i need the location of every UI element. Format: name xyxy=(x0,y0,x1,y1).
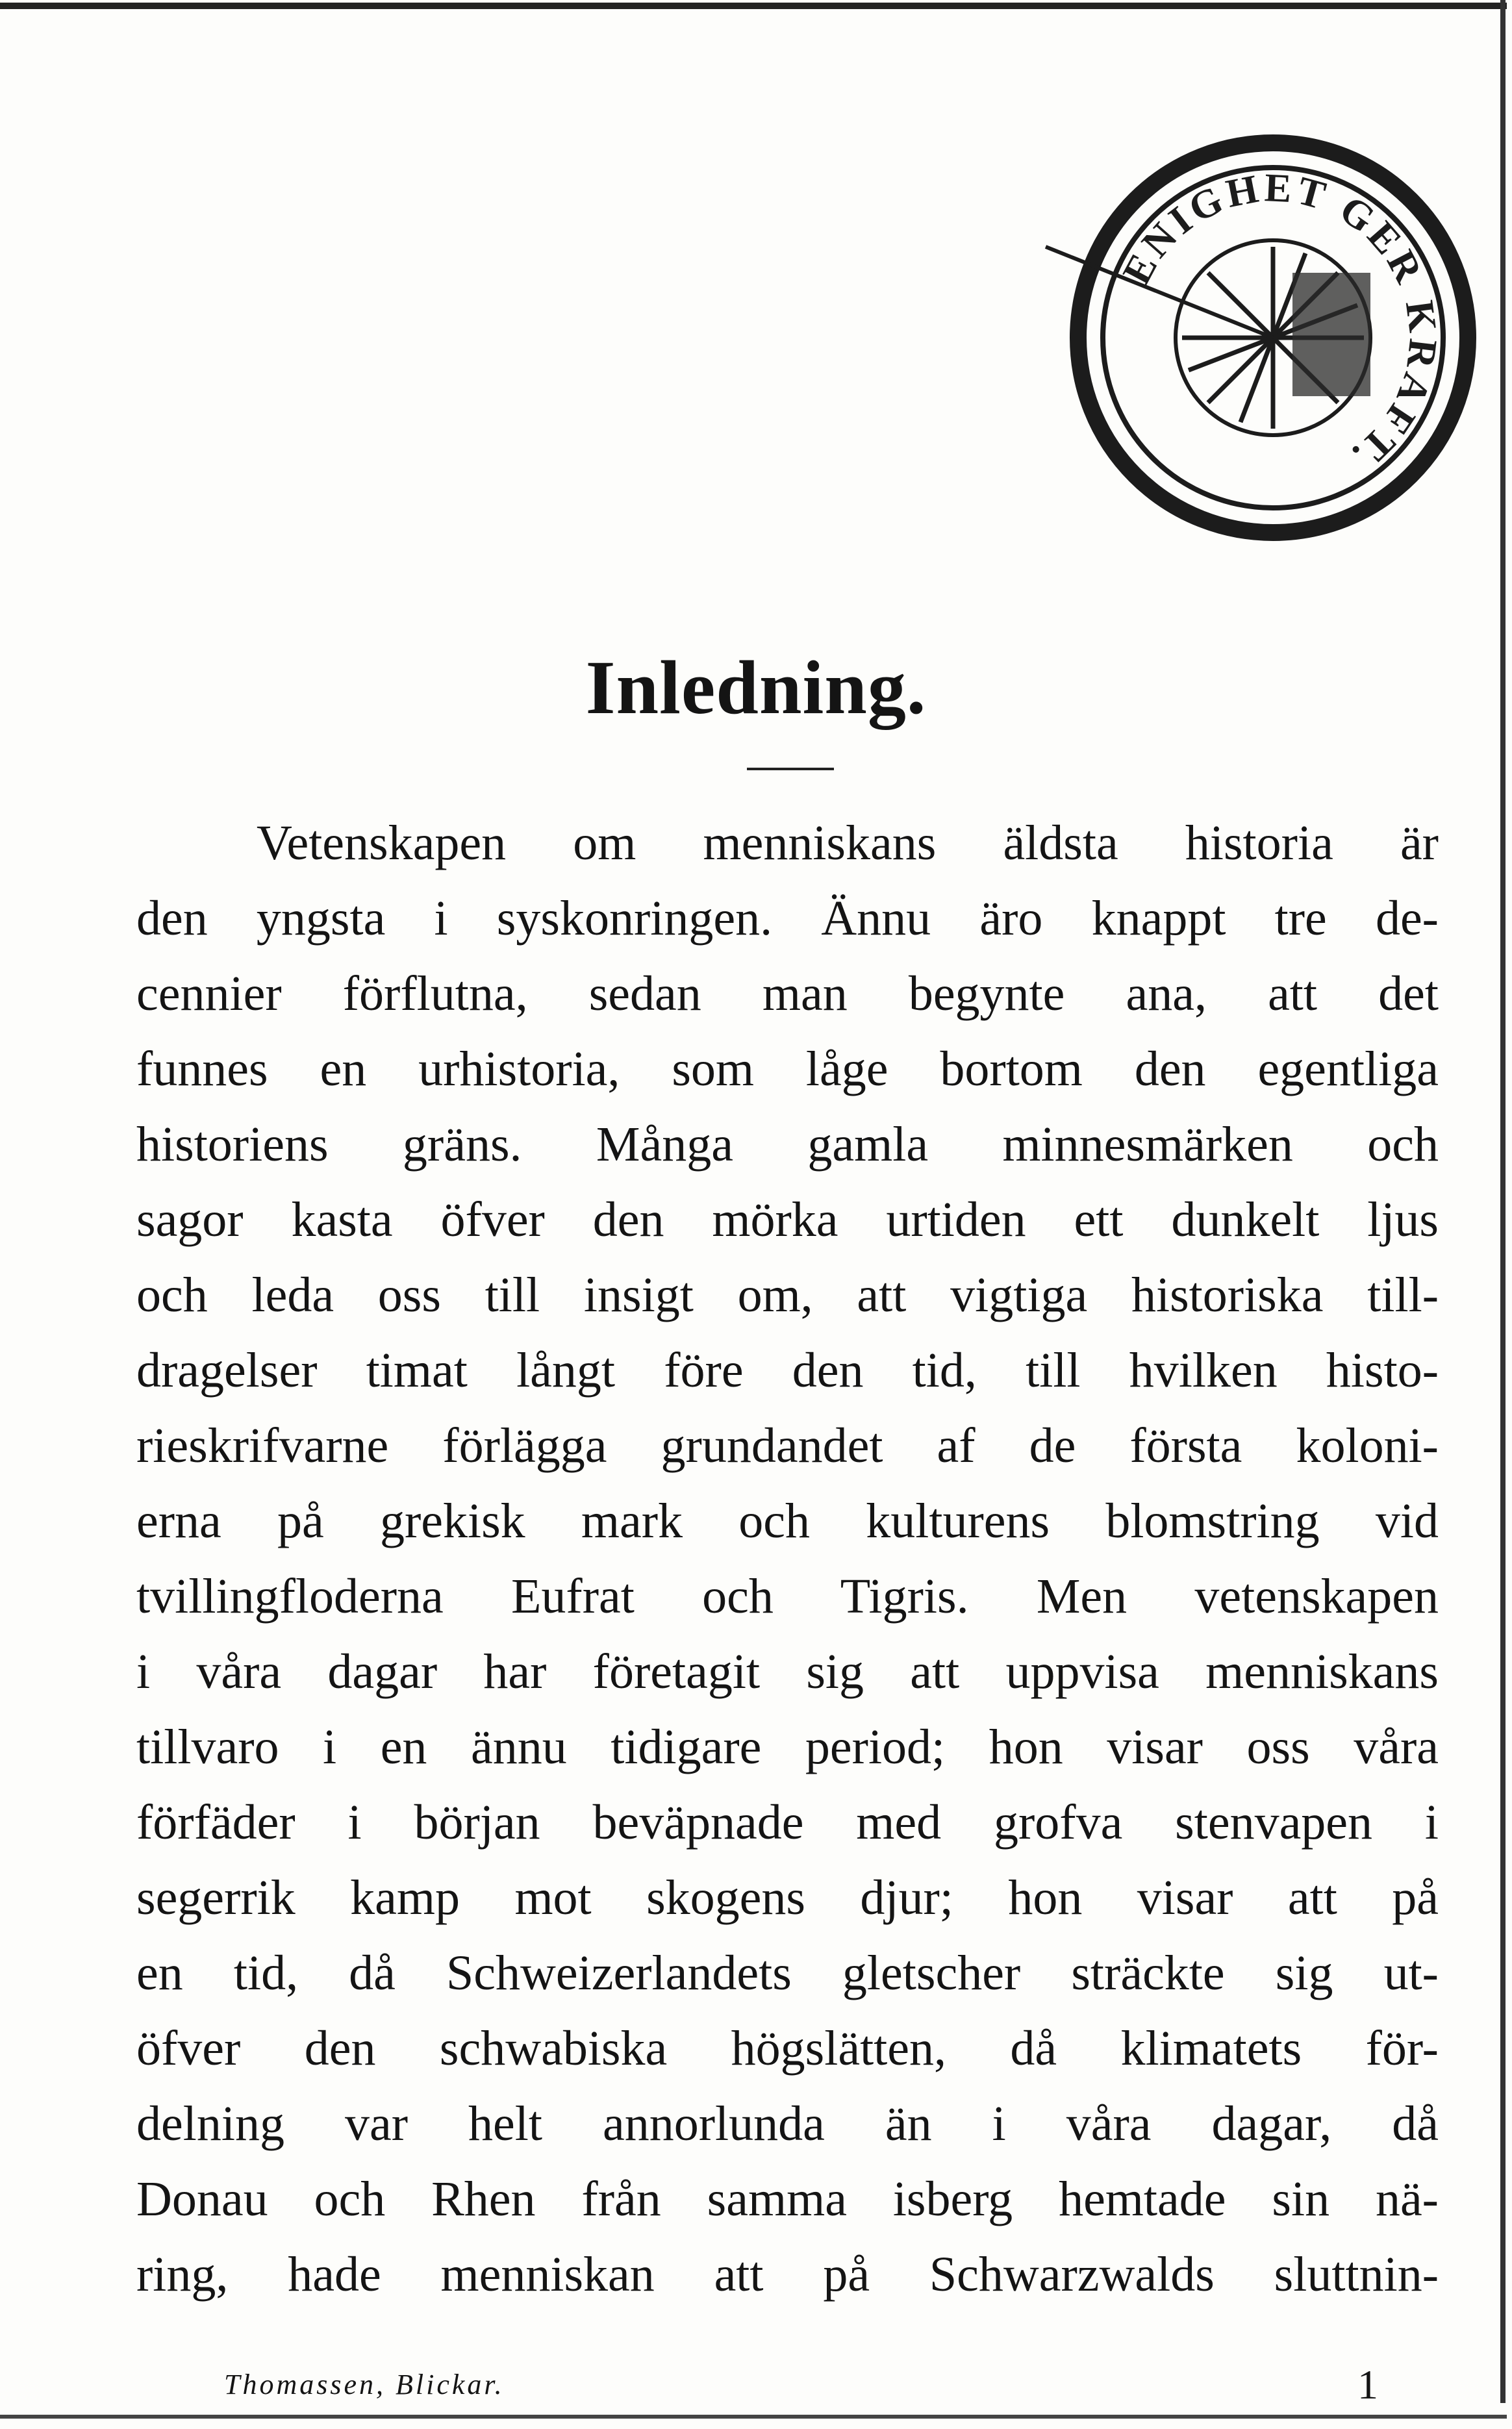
text-line: en tid, då Schweizerlandets gletscher sträckte sig ut- xyxy=(136,1946,1439,2000)
stamp-smudge xyxy=(1292,273,1370,396)
text-line: funnes en urhistoria, som låge bortom den egentliga xyxy=(136,1042,1439,1096)
text-line: segerrik kamp mot skogens djur; hon visar att på xyxy=(136,1870,1439,1925)
text-line: Vetenskapen om menniskans äldsta historia är xyxy=(257,816,1439,870)
text-line: tvillingfloderna Eufrat och Tigris. Men vetenskapen xyxy=(136,1569,1439,1624)
text-line: och leda oss till insigt om, att vigtiga historiska till- xyxy=(136,1268,1439,1322)
body-text xyxy=(136,805,1439,2312)
text-line: förfäder i början beväpnade med grofva stenvapen i xyxy=(136,1795,1439,1850)
library-stamp xyxy=(1026,91,1512,585)
text-line: dragelser timat långt före den tid, till hvilken histo- xyxy=(136,1343,1439,1398)
chapter-title: Inledning. xyxy=(585,645,927,730)
text-line: den yngsta i syskonringen. Ännu äro knappt tre de- xyxy=(136,891,1439,946)
signature-mark: Thomassen, Blickar. xyxy=(224,2369,505,2400)
text-line: Donau och Rhen från samma isberg hemtade sin nä- xyxy=(136,2172,1439,2226)
page-top-edge xyxy=(0,3,1507,9)
page-bottom-edge xyxy=(0,2415,1507,2419)
stamp-motto: ENIGHET GER KRAFT. xyxy=(1114,166,1446,481)
text-line: tillvaro i en ännu tidigare period; hon visar oss våra xyxy=(136,1720,1439,1774)
text-line: delning var helt annorlunda än i våra dagar, då xyxy=(136,2096,1439,2151)
text-line: cennier förflutna, sedan man begynte ana, att det xyxy=(136,966,1439,1021)
page-number: 1 xyxy=(1357,2361,1378,2408)
text-line: öfver den schwabiska högslätten, då klimatets för- xyxy=(136,2021,1439,2076)
text-line: sagor kasta öfver den mörka urtiden ett dunkelt ljus xyxy=(136,1192,1439,1247)
text-line: ring, hade menniskan att på Schwarzwalds sluttnin- xyxy=(136,2247,1439,2302)
title-divider xyxy=(747,768,834,770)
text-line: rieskrifvarne förlägga grundandet af de första koloni- xyxy=(136,1418,1439,1473)
text-line: erna på grekisk mark och kulturens blomstring vid xyxy=(136,1494,1439,1548)
text-line: historiens gräns. Många gamla minnesmärken och xyxy=(136,1117,1439,1172)
text-line: i våra dagar har företagit sig att uppvisa menniskans xyxy=(136,1644,1439,1699)
